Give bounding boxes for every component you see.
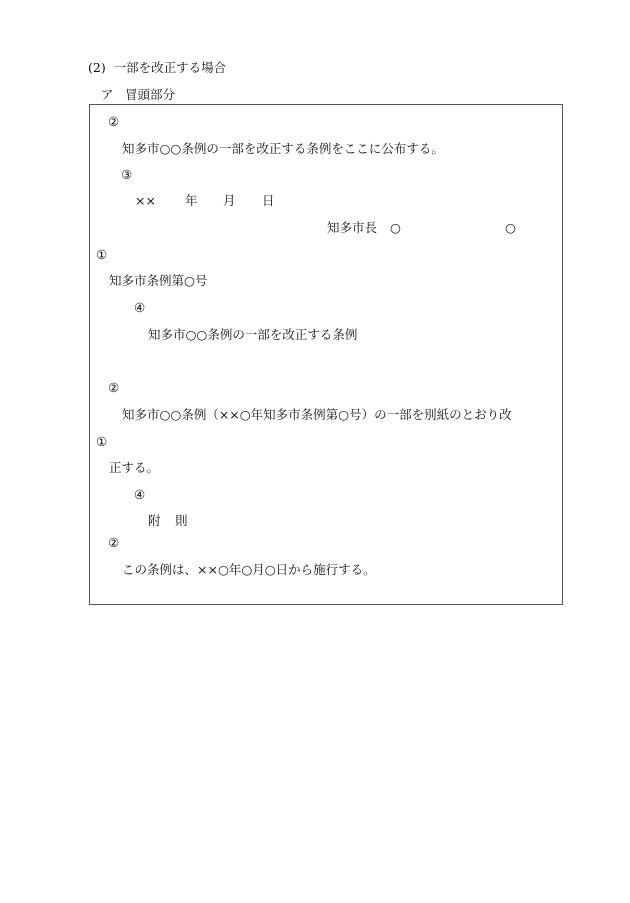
annotation-mark: ③ [121,167,133,182]
date-month: 月 [223,193,236,208]
subheading-label: 冒頭部分 [125,87,176,102]
annotation-mark: ① [96,247,108,262]
annotation-mark: ① [96,434,108,449]
annotation-mark: ④ [134,487,146,502]
mayor-title: 知多市長 [327,220,378,235]
annotation-mark: ④ [134,300,146,315]
body-text-line1: 知多市○○条例（××○年知多市条例第○号）の一部を別紙のとおり改 [122,407,512,422]
section-heading: (2) 一部を改正する場合 [88,60,227,75]
subheading-marker: ア [101,87,114,102]
body-text-line2: 正する。 [109,460,160,475]
example-box [89,104,563,605]
promulgation-text: 知多市○○条例の一部を改正する条例をここに公布する。 [122,141,444,156]
annotation-mark: ② [108,535,120,550]
supplementary-heading-2: 則 [175,513,188,528]
mayor-name-end: ○ [505,220,516,235]
date-day: 日 [262,193,275,208]
annotation-mark: ② [108,114,120,129]
enforcement-text: この条例は、××○年○月○日から施行する。 [122,562,376,577]
date-year: 年 [185,193,198,208]
ordinance-title: 知多市○○条例の一部を改正する条例 [148,327,358,342]
supplementary-heading-1: 附 [148,513,161,528]
annotation-mark: ② [108,380,120,395]
date-era: ×× [135,193,156,208]
ordinance-number: 知多市条例第○号 [109,273,208,288]
mayor-name-start: ○ [390,220,401,235]
